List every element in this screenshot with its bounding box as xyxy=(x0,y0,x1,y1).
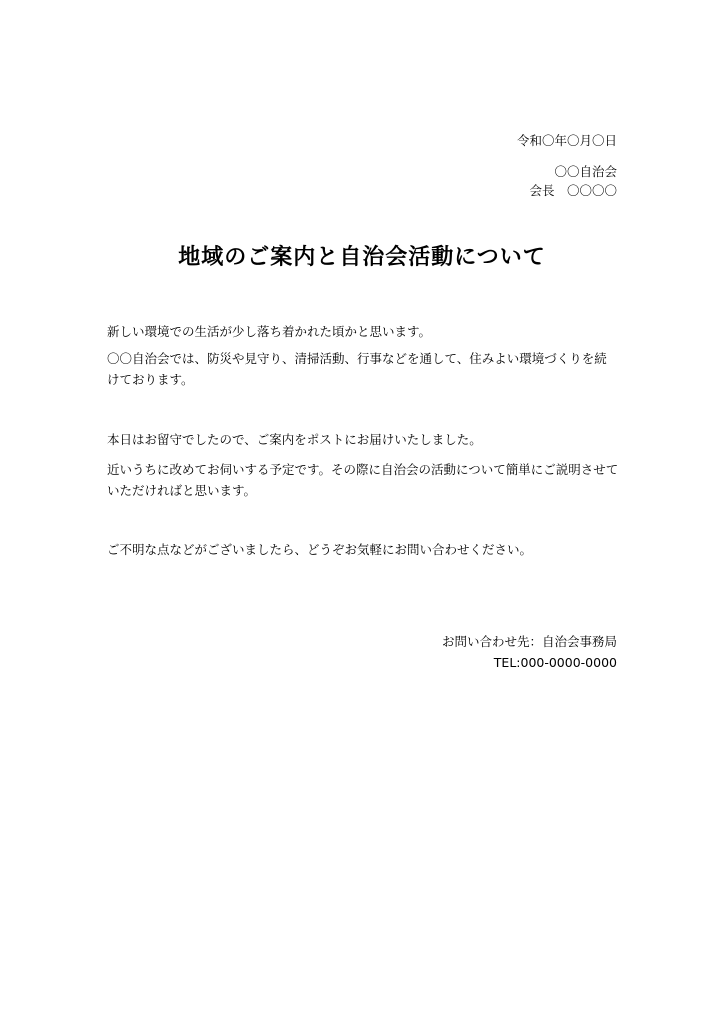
sender-organization: 〇〇自治会 xyxy=(554,164,617,179)
body-paragraph-1: 新しい環境での生活が少し落ち着かれた頃かと思います。 xyxy=(107,324,432,339)
body-paragraph-4: 近いうちに改めてお伺いする予定です。その際に自治会の活動について簡単にご説明させていただければと思います。 xyxy=(107,462,619,498)
document-date: 令和〇年〇月〇日 xyxy=(516,133,617,148)
contact-tel: TEL:000-0000-0000 xyxy=(493,655,617,670)
sender-president: 会長 〇〇〇〇 xyxy=(529,183,617,198)
body-paragraph-2: 〇〇自治会では、防災や見守り、清掃活動、行事などを通して、住みよい環境づくりを続けております。 xyxy=(107,351,607,387)
document-title: 地域のご案内と自治会活動について xyxy=(178,245,546,270)
contact-info: お問い合わせ先：自治会事務局 xyxy=(441,634,617,649)
body-paragraph-5: ご不明な点などがございましたら、どうぞお気軽にお問い合わせください。 xyxy=(107,542,533,557)
body-paragraph-3: 本日はお留守でしたので、ご案内をポストにお届けいたしました。 xyxy=(107,432,482,447)
